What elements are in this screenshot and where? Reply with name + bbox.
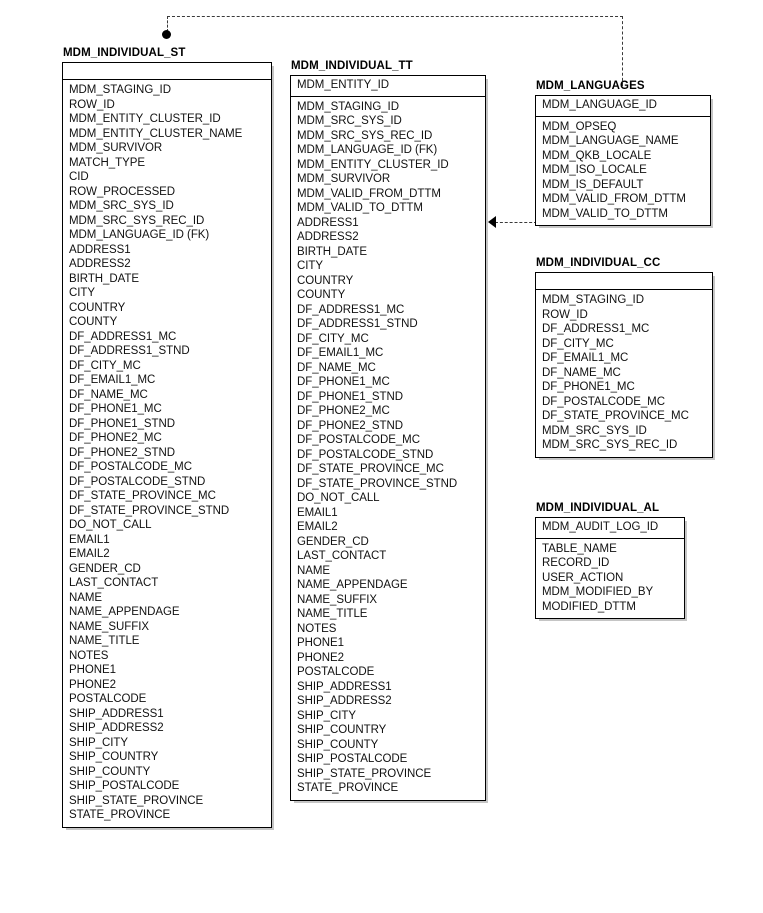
entity-attribute: EMAIL1 [297, 506, 338, 519]
entity-attribute: MDM_ENTITY_ID [297, 79, 389, 91]
entity-attribute: MDM_SRC_SYS_REC_ID [297, 129, 433, 142]
entity-attribute: DF_ADDRESS1_MC [69, 330, 177, 343]
entity-attribute: DF_ADDRESS1_MC [542, 323, 650, 335]
entity-attribute: NAME_APPENDAGE [297, 579, 408, 591]
entity-attribute: DF_EMAIL1_MC [69, 374, 156, 386]
entity-attribute: EMAIL2 [297, 521, 338, 533]
entity-attribute: DF_STATE_PROVINCE_STND [69, 504, 230, 517]
entity-attribute: DF_PHONE1_MC [297, 376, 390, 388]
entity-attribute: POSTALCODE [69, 693, 147, 705]
entity-attribute: MDM_VALID_TO_DTTM [542, 207, 668, 220]
entity-attribute: ADDRESS1 [69, 243, 131, 256]
entity-attribute: MDM_STAGING_ID [297, 100, 399, 113]
entity-mdm-individual-tt[interactable] [290, 60, 486, 801]
entity-box-mdm-languages[interactable] [535, 95, 711, 226]
entity-attribute: MDM_OPSEQ [542, 120, 617, 133]
attribute-section-mdm-individual-cc [536, 290, 712, 457]
entity-attribute: ROW_ID [69, 98, 115, 111]
entity-attribute: MDM_LANGUAGE_NAME [542, 135, 679, 147]
entity-attribute: SHIP_COUNTRY [69, 751, 159, 763]
entity-attribute: DF_NAME_MC [297, 361, 376, 374]
entity-attribute: MDM_ENTITY_CLUSTER_ID [297, 158, 449, 171]
entity-attribute: LAST_CONTACT [297, 550, 387, 562]
entity-attribute: GENDER_CD [69, 562, 141, 575]
entity-attribute: MDM_LANGUAGE_ID (FK) [297, 144, 438, 156]
entity-attribute: MDM_ENTITY_CLUSTER_ID [69, 113, 221, 125]
entity-attribute: PHONE1 [297, 637, 344, 649]
entity-attribute: ROW_PROCESSED [69, 185, 176, 198]
entity-box-mdm-individual-cc[interactable] [535, 272, 713, 458]
entity-attribute: MDM_LANGUAGE_ID [542, 99, 657, 111]
entity-attribute: COUNTRY [297, 274, 354, 287]
entity-attribute: NAME [297, 564, 331, 577]
entity-attribute: EMAIL2 [69, 548, 110, 560]
entity-attribute: MDM_AUDIT_LOG_ID [542, 521, 659, 533]
entity-attribute: DF_NAME_MC [542, 366, 621, 379]
entity-attribute: SHIP_STATE_PROVINCE [297, 767, 432, 780]
attribute-section-mdm-individual-al [536, 539, 684, 619]
primary-key-section-mdm-languages [536, 96, 710, 117]
entity-attribute: USER_ACTION [542, 571, 624, 584]
relationship-endpoint-arrow-tt [488, 216, 496, 228]
entity-attribute: DF_CITY_MC [69, 359, 141, 372]
entity-attribute: NOTES [69, 649, 109, 662]
entity-attribute: NAME_SUFFIX [297, 593, 377, 606]
entity-attribute: SHIP_ADDRESS1 [297, 680, 392, 693]
entity-attribute: NAME_TITLE [297, 608, 368, 620]
primary-key-section-mdm-individual-cc [536, 273, 712, 290]
entity-attribute: MDM_SRC_SYS_ID [297, 115, 402, 127]
entity-attribute: DF_PHONE2_STND [69, 446, 176, 459]
entity-attribute: PHONE1 [69, 664, 116, 676]
entity-attribute: SHIP_POSTALCODE [297, 753, 408, 765]
entity-mdm-individual-al[interactable] [535, 502, 685, 619]
entity-attribute: MDM_SURVIVOR [69, 142, 163, 154]
entity-mdm-individual-st[interactable] [62, 47, 272, 828]
entity-attribute: POSTALCODE [297, 666, 375, 678]
entity-attribute: DF_CITY_MC [297, 332, 369, 345]
entity-attribute: SHIP_STATE_PROVINCE [69, 794, 204, 807]
entity-attribute: ROW_ID [542, 308, 588, 321]
relationship-st-languages-vertical-right [622, 16, 623, 86]
entity-attribute: DF_STATE_PROVINCE_MC [297, 463, 444, 475]
entity-attribute: GENDER_CD [297, 535, 369, 548]
entity-attribute: DF_STATE_PROVINCE_STND [297, 477, 458, 490]
entity-attribute: ADDRESS2 [69, 258, 131, 270]
entity-attribute: STATE_PROVINCE [297, 782, 399, 794]
entity-attribute: DF_POSTALCODE_MC [297, 434, 420, 446]
entity-attribute: DO_NOT_CALL [297, 492, 380, 504]
entity-attribute: NOTES [297, 622, 337, 635]
entity-attribute: NAME_APPENDAGE [69, 606, 180, 618]
entity-attribute: PHONE2 [297, 651, 344, 664]
entity-attribute: DF_STATE_PROVINCE_MC [542, 410, 689, 422]
entity-title-mdm-individual-cc: MDM_INDIVIDUAL_CC [536, 257, 661, 269]
entity-attribute: MDM_ENTITY_CLUSTER_NAME [69, 127, 243, 140]
entity-attribute: DF_STATE_PROVINCE_MC [69, 490, 216, 502]
entity-attribute: CITY [297, 260, 323, 272]
entity-attribute: CID [69, 171, 89, 183]
entity-attribute: DF_NAME_MC [69, 388, 148, 401]
entity-attribute: MDM_SURVIVOR [297, 173, 391, 185]
entity-attribute: SHIP_COUNTRY [297, 724, 387, 736]
relationship-languages-tt-horizontal [495, 222, 537, 223]
entity-attribute: DF_PHONE1_STND [297, 390, 404, 403]
entity-attribute: DF_ADDRESS1_MC [297, 303, 405, 316]
entity-title-mdm-individual-tt: MDM_INDIVIDUAL_TT [291, 60, 413, 72]
entity-attribute: MATCH_TYPE [69, 156, 145, 169]
entity-attribute: MDM_MODIFIED_BY [542, 586, 654, 598]
entity-attribute: SHIP_ADDRESS2 [69, 722, 164, 734]
entity-attribute: NAME [69, 591, 103, 604]
entity-attribute: DF_ADDRESS1_STND [297, 318, 418, 330]
entity-attribute: MDM_SRC_SYS_ID [542, 424, 647, 437]
entity-attribute: DF_PHONE1_MC [69, 403, 162, 415]
entity-attribute: DF_EMAIL1_MC [542, 352, 629, 364]
entity-title-mdm-individual-al: MDM_INDIVIDUAL_AL [536, 502, 660, 514]
entity-box-mdm-individual-tt[interactable] [290, 75, 486, 801]
entity-attribute: MDM_VALID_FROM_DTTM [297, 187, 441, 200]
attribute-section-mdm-individual-st [63, 80, 271, 827]
primary-key-section-mdm-individual-st [63, 63, 271, 80]
entity-attribute: BIRTH_DATE [69, 272, 140, 285]
entity-attribute: BIRTH_DATE [297, 245, 368, 258]
entity-attribute: MDM_STAGING_ID [542, 294, 644, 306]
entity-attribute: ADDRESS2 [297, 231, 359, 243]
entity-attribute: SHIP_CITY [297, 709, 356, 722]
entity-attribute: DF_POSTALCODE_STND [297, 448, 434, 461]
primary-key-section-mdm-individual-al [536, 518, 684, 539]
primary-key-section-mdm-individual-tt [291, 76, 485, 97]
entity-mdm-languages[interactable] [535, 80, 711, 226]
entity-attribute: MDM_LANGUAGE_ID (FK) [69, 229, 210, 241]
entity-attribute: SHIP_COUNTY [297, 738, 379, 751]
entity-attribute: MDM_QKB_LOCALE [542, 149, 652, 162]
entity-attribute: MDM_ISO_LOCALE [542, 164, 647, 176]
entity-attribute: DO_NOT_CALL [69, 519, 152, 531]
entity-attribute: MDM_VALID_TO_DTTM [297, 202, 423, 214]
entity-attribute: SHIP_COUNTY [69, 765, 151, 778]
entity-attribute: MDM_SRC_SYS_REC_ID [69, 214, 205, 227]
entity-title-mdm-languages: MDM_LANGUAGES [536, 80, 645, 92]
entity-attribute: DF_POSTALCODE_MC [542, 395, 665, 408]
entity-attribute: DF_PHONE2_MC [297, 405, 390, 417]
entity-attribute: DF_PHONE1_MC [542, 381, 635, 393]
entity-attribute: SHIP_ADDRESS1 [69, 707, 164, 720]
entity-attribute: SHIP_CITY [69, 736, 128, 749]
entity-attribute: DF_POSTALCODE_MC [69, 461, 192, 473]
entity-attribute: SHIP_POSTALCODE [69, 780, 180, 792]
entity-title-mdm-individual-st: MDM_INDIVIDUAL_ST [63, 47, 186, 59]
entity-attribute: MDM_SRC_SYS_REC_ID [542, 439, 678, 451]
entity-attribute: MDM_VALID_FROM_DTTM [542, 193, 686, 205]
entity-attribute: DF_PHONE2_MC [69, 432, 162, 444]
entity-attribute: EMAIL1 [69, 533, 110, 546]
entity-attribute: NAME_TITLE [69, 635, 140, 647]
relationship-endpoint-dot-st [162, 30, 171, 39]
entity-attribute: ADDRESS1 [297, 216, 359, 229]
relationship-st-languages-horizontal-top [167, 16, 623, 17]
entity-attribute: DF_ADDRESS1_STND [69, 345, 190, 357]
entity-attribute: NAME_SUFFIX [69, 620, 149, 633]
entity-box-mdm-individual-al[interactable] [535, 517, 685, 619]
attribute-section-mdm-individual-tt [291, 97, 485, 800]
entity-attribute: MDM_SRC_SYS_ID [69, 200, 174, 212]
entity-mdm-individual-cc[interactable] [535, 257, 713, 458]
entity-attribute: PHONE2 [69, 678, 116, 691]
entity-attribute: DF_PHONE1_STND [69, 417, 176, 430]
entity-box-mdm-individual-st[interactable] [62, 62, 272, 828]
entity-attribute: MODIFIED_DTTM [542, 600, 636, 613]
entity-attribute: COUNTY [297, 289, 346, 301]
entity-attribute: RECORD_ID [542, 557, 610, 569]
entity-attribute: DF_CITY_MC [542, 337, 614, 350]
entity-attribute: MDM_IS_DEFAULT [542, 178, 644, 191]
entity-attribute: DF_PHONE2_STND [297, 419, 404, 432]
entity-attribute: SHIP_ADDRESS2 [297, 695, 392, 707]
entity-attribute: COUNTRY [69, 301, 126, 314]
entity-attribute: DF_EMAIL1_MC [297, 347, 384, 359]
entity-attribute: DF_POSTALCODE_STND [69, 475, 206, 488]
entity-attribute: CITY [69, 287, 95, 299]
entity-attribute: COUNTY [69, 316, 118, 328]
entity-attribute: LAST_CONTACT [69, 577, 159, 589]
attribute-section-mdm-languages [536, 117, 710, 226]
entity-attribute: MDM_STAGING_ID [69, 84, 171, 96]
entity-attribute: TABLE_NAME [542, 542, 617, 555]
entity-attribute: STATE_PROVINCE [69, 809, 171, 821]
